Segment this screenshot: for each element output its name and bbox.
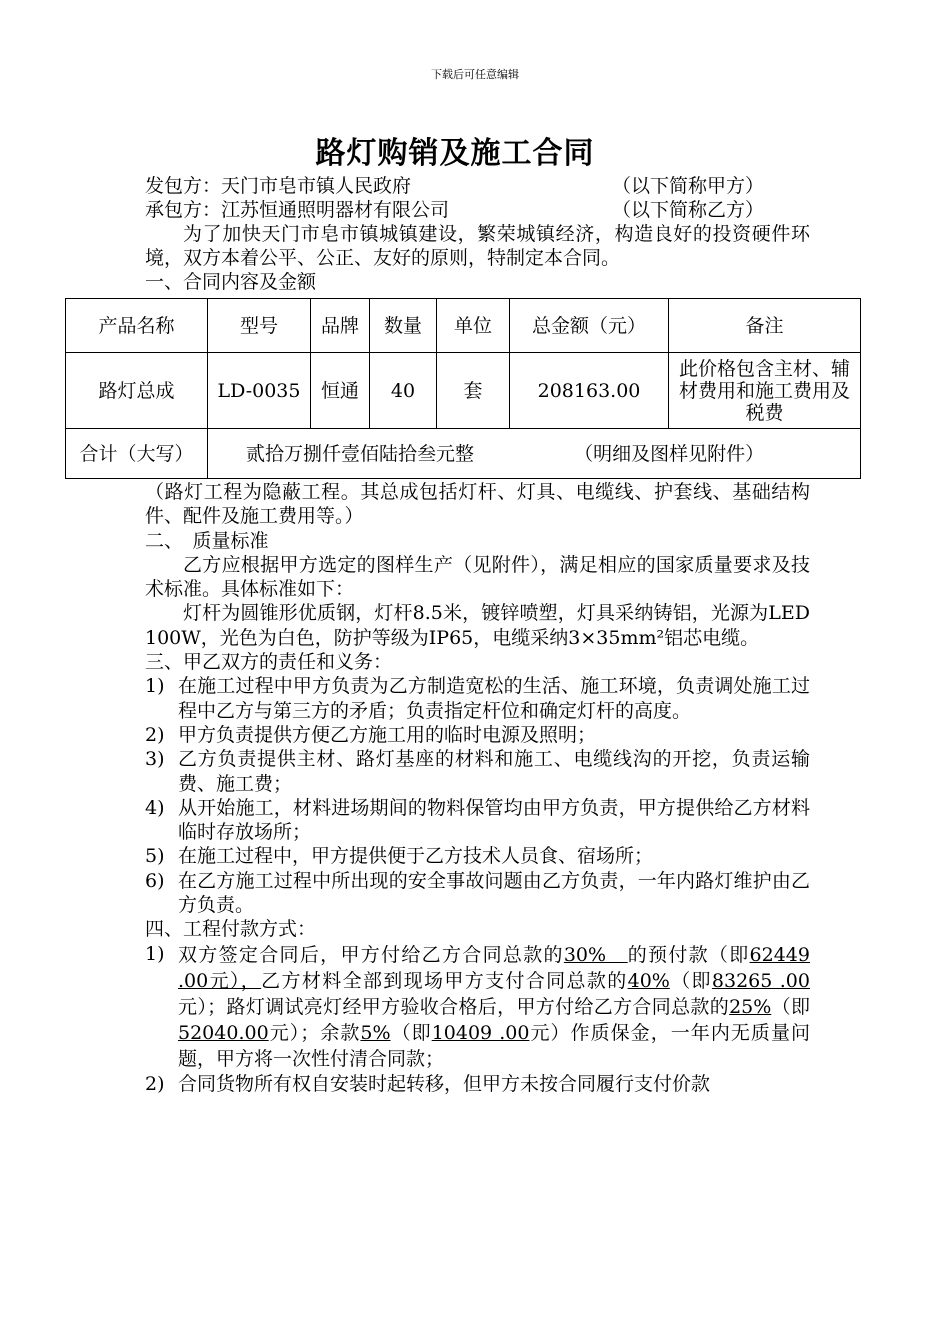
quality-paragraph-1: 乙方应根据甲方选定的图样生产（见附件），满足相应的国家质量要求及技术标准。具体标准如下：	[145, 553, 810, 601]
th-model: 型号	[208, 299, 311, 353]
item-text: 从开始施工，材料进场期间的物料保管均由甲方负责，甲方提供给乙方材料临时存放场所；	[178, 796, 810, 844]
contract-table	[65, 298, 861, 479]
party-b-label: 承包方：江苏恒通照明器材有限公司	[145, 199, 450, 221]
item-number: 3)	[145, 748, 165, 771]
contract-intro	[145, 174, 810, 294]
party-b-note: （以下简称乙方）	[612, 199, 765, 221]
payment-text: 合同货物所有权自安装时起转移，但甲方未按合同履行支付价款	[178, 1072, 711, 1095]
total-value: 贰拾万捌仟壹佰陆拾叁元整	[246, 442, 475, 465]
payment-text-2: 的预付款（即	[627, 943, 750, 966]
table-note: （路灯工程为隐蔽工程。其总成包括灯杆、灯具、电缆线、护套线、基础结构件、配件及施工费用等。）	[145, 481, 810, 528]
item-text: 在乙方施工过程中所出现的安全事故问题由乙方负责，一年内路灯维护由乙方负责。	[178, 869, 810, 917]
list-item	[145, 844, 810, 868]
item-text: 在施工过程中甲方负责为乙方制造宽松的生活、施工环境，负责调处施工过程中乙方与第三方的矛盾；负责指定杆位和确定灯杆的高度。	[178, 675, 810, 722]
payment-text-1: 双方签定合同后，甲方付给乙方合同总款的	[178, 943, 564, 966]
cell-unit: 套	[437, 353, 510, 429]
party-a-line	[145, 174, 810, 198]
payment-text-6: （即	[771, 995, 810, 1018]
cell-quantity: 40	[370, 353, 437, 429]
list-item	[145, 674, 810, 723]
item-number: 1)	[145, 942, 165, 965]
item-number: 1)	[145, 675, 165, 698]
party-a-note: （以下简称甲方）	[612, 175, 765, 197]
contract-title: 路灯购销及施工合同	[315, 136, 595, 171]
payment-amount-3: 52040.00	[178, 1021, 269, 1044]
payment-percent-3: 25%	[729, 995, 772, 1018]
item-number: 5)	[145, 845, 165, 868]
payment-text-3: 乙方材料全部到现场甲方支付合同总款的	[261, 969, 628, 992]
payment-percent-2: 40%	[627, 969, 670, 992]
party-b-line	[145, 198, 810, 222]
cell-brand: 恒通	[311, 353, 370, 429]
payment-percent-1: 30%	[563, 943, 628, 966]
section-3-heading: 三、甲乙双方的责任和义务：	[145, 651, 393, 674]
item-number: 4)	[145, 796, 165, 819]
section-1-heading: 一、合同内容及金额	[145, 271, 317, 293]
contract-body	[145, 480, 810, 1096]
list-item	[145, 723, 810, 747]
payment-amount-4: 10409 .00	[431, 1021, 530, 1044]
cell-total: 208163.00	[510, 353, 669, 429]
section-4-heading: 四、工程付款方式：	[145, 918, 317, 941]
section-2-heading: 二、 质量标准	[145, 529, 269, 552]
item-text: 乙方负责提供主材、路灯基座的材料和施工、电缆线沟的开挖，负责运输费、施工费；	[178, 748, 810, 795]
item-text: 甲方负责提供方便乙方施工用的临时电源及照明；	[178, 723, 597, 746]
party-a-label: 发包方：天门市皂市镇人民政府	[145, 175, 412, 197]
payment-percent-4: 5%	[360, 1021, 391, 1044]
th-quantity: 数量	[370, 299, 437, 353]
table-row	[66, 353, 861, 429]
total-cell	[208, 429, 861, 479]
header-note: 下载后可任意编辑	[431, 68, 519, 81]
total-label: 合计（大写）	[66, 429, 208, 479]
item-number: 2)	[145, 1072, 165, 1095]
quality-paragraph-2: 灯杆为圆锥形优质钢，灯杆8.5米，镀锌喷塑，灯具采纳铸铝，光源为LED 100W，光色为白色，防护等级为IP65，电缆采纳3×35mm²铝芯电缆。	[145, 602, 810, 649]
table-header-row	[66, 299, 861, 353]
item-number: 2)	[145, 723, 165, 746]
payment-text-5: 元）；路灯调试亮灯经甲方验收合格后，甲方付给乙方合同总款的	[178, 995, 730, 1018]
payment-text-4: （即	[669, 969, 712, 992]
item-number: 6)	[145, 869, 165, 892]
payment-amount-2: 83265 .00	[711, 969, 810, 992]
payment-text-8: （即	[390, 1021, 432, 1044]
payment-item	[145, 942, 810, 1072]
list-item	[145, 796, 810, 845]
th-brand: 品牌	[311, 299, 370, 353]
cell-model: LD-0035	[208, 353, 311, 429]
th-product: 产品名称	[66, 299, 208, 353]
payment-text	[178, 942, 810, 1072]
table-total-row	[66, 429, 861, 479]
total-note: （明细及图样见附件）	[574, 442, 765, 465]
item-text: 在施工过程中，甲方提供便于乙方技术人员食、宿场所；	[178, 845, 654, 868]
th-unit: 单位	[437, 299, 510, 353]
payment-item	[145, 1072, 810, 1096]
payment-text-9: 元）作质保金，一年内无质量问题，甲方将一次性付清合同款；	[178, 1021, 810, 1070]
th-total: 总金额（元）	[510, 299, 669, 353]
th-remark: 备注	[669, 299, 861, 353]
cell-remark: 此价格包含主材、辅材费用和施工费用及税费	[669, 353, 861, 429]
list-item	[145, 869, 810, 918]
payment-text-7: 元）；余款	[268, 1021, 361, 1044]
intro-paragraph: 为了加快天门市皂市镇城镇建设，繁荣城镇经济，构造良好的投资硬件环境，双方本着公平、公正、友好的原则，特制定本合同。	[145, 223, 810, 269]
list-item	[145, 747, 810, 796]
payment-amount-1: 62449 .00元），	[178, 943, 810, 992]
cell-product: 路灯总成	[66, 353, 208, 429]
